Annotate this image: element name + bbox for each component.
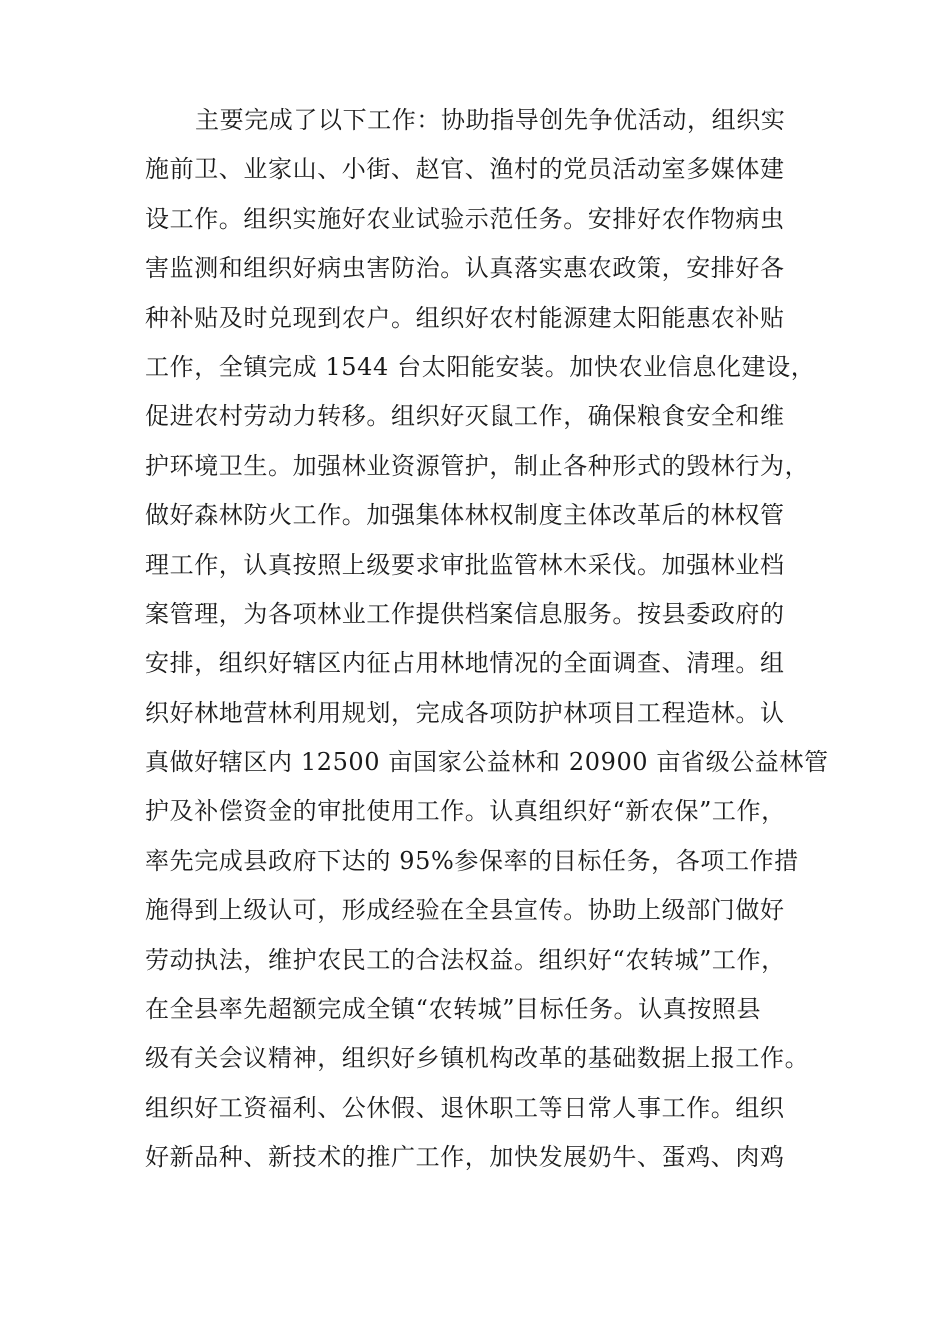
paragraph-line: 施得到上级认可，形成经验在全县宣传。协助上级部门做好 (145, 896, 785, 925)
paragraph-line: 真做好辖区内 12500 亩国家公益林和 20900 亩省级公益林管 (145, 748, 829, 777)
paragraph-line: 率先完成县政府下达的 95%参保率的目标任务，各项工作措 (145, 846, 799, 875)
paragraph-line: 理工作，认真按照上级要求审批监管林木采伐。加强林业档 (145, 550, 785, 579)
paragraph-line: 种补贴及时兑现到农户。组织好农村能源建太阳能惠农补贴 (145, 303, 785, 332)
paragraph-line: 主要完成了以下工作：协助指导创先争优活动，组织实 (195, 106, 786, 134)
paragraph-line: 设工作。组织实施好农业试验示范任务。安排好农作物病虫 (145, 204, 785, 233)
paragraph-line: 害监测和组织好病虫害防治。认真落实惠农政策，安排好各 (145, 254, 785, 283)
paragraph-line: 安排，组织好辖区内征占用林地情况的全面调查、清理。组 (145, 649, 785, 678)
paragraph-line: 级有关会议精神，组织好乡镇机构改革的基础数据上报工作。 (145, 1044, 810, 1073)
paragraph-line: 工作，全镇完成 1544 台太阳能安装。加快农业信息化建设， (145, 352, 816, 381)
paragraph-line: 做好森林防火工作。加强集体林权制度主体改革后的林权管 (145, 501, 785, 530)
paragraph-line: 案管理，为各项林业工作提供档案信息服务。按县委政府的 (145, 599, 785, 628)
paragraph-line: 劳动执法，维护农民工的合法权益。组织好“农转城”工作， (145, 945, 786, 974)
paragraph-line: 护环境卫生。加强林业资源管护，制止各种形式的毁林行为， (145, 451, 810, 480)
paragraph-line: 促进农村劳动力转移。组织好灭鼠工作，确保粮食安全和维 (145, 402, 785, 431)
paragraph-line: 组织好工资福利、公休假、退休职工等日常人事工作。组织 (145, 1093, 785, 1122)
paragraph-line: 在全县率先超额完成全镇“农转城”目标任务。认真按照县 (145, 995, 762, 1024)
body-paragraph (145, 96, 829, 1183)
paragraph-line: 好新品种、新技术的推广工作，加快发展奶牛、蛋鸡、肉鸡 (145, 1143, 785, 1172)
paragraph-line: 护及补偿资金的审批使用工作。认真组织好“新农保”工作， (145, 797, 786, 826)
paragraph-line: 施前卫、业家山、小街、赵官、渔村的党员活动室多媒体建 (145, 155, 785, 184)
paragraph-line: 织好林地营林利用规划，完成各项防护林项目工程造林。认 (145, 698, 785, 727)
